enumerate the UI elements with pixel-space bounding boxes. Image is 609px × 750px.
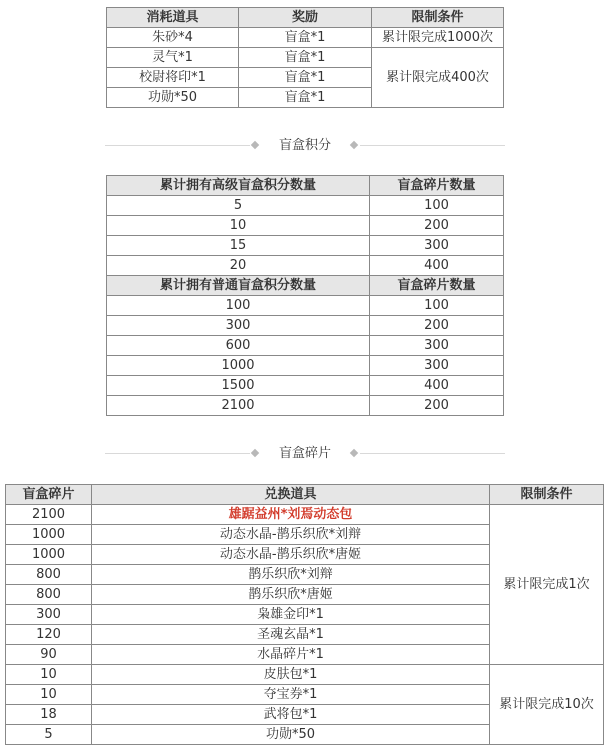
- cell-limit: 累计限完成1000次: [372, 28, 504, 48]
- table-row: [107, 316, 504, 336]
- cell-points: 15: [107, 236, 370, 256]
- cell-cost: 10: [6, 685, 92, 705]
- points-table: [106, 175, 504, 416]
- table-header-row: [107, 276, 504, 296]
- cell-item: 夺宝券*1: [92, 685, 490, 705]
- cell-points: 10: [107, 216, 370, 236]
- cell-item: 动态水晶-鹊乐织欣*刘辩: [92, 525, 490, 545]
- cell-cost: 10: [6, 665, 92, 685]
- column-header: 限制条件: [372, 8, 504, 28]
- cell-reward: 盲盒*1: [239, 68, 372, 88]
- cell-item: 枭雄金印*1: [92, 605, 490, 625]
- table-row: [6, 665, 604, 685]
- cell-reward: 盲盒*1: [239, 48, 372, 68]
- table-row: [107, 48, 504, 68]
- cell-item: 武将包*1: [92, 705, 490, 725]
- column-header: 兑换道具: [92, 485, 490, 505]
- divider-line: [105, 453, 250, 454]
- cell-item: 校尉将印*1: [107, 68, 239, 88]
- cell-points: 1500: [107, 376, 370, 396]
- column-header: 盲盒碎片: [6, 485, 92, 505]
- table-row: [107, 256, 504, 276]
- cell-item: 皮肤包*1: [92, 665, 490, 685]
- cell-item: 鹊乐织欣*唐姬: [92, 585, 490, 605]
- cell-points: 1000: [107, 356, 370, 376]
- table-row: [107, 376, 504, 396]
- cell-points: 2100: [107, 396, 370, 416]
- column-header: 奖励: [239, 8, 372, 28]
- column-header: 累计拥有普通盲盒积分数量: [107, 276, 370, 296]
- divider-line: [360, 453, 505, 454]
- cell-cost: 120: [6, 625, 92, 645]
- cell-cost: 18: [6, 705, 92, 725]
- cell-fragments: 300: [370, 236, 504, 256]
- cell-fragments: 300: [370, 356, 504, 376]
- column-header: 累计拥有高级盲盒积分数量: [107, 176, 370, 196]
- cell-cost: 1000: [6, 545, 92, 565]
- table-row: [107, 28, 504, 48]
- cell-fragments: 200: [370, 216, 504, 236]
- cell-item: 朱砂*4: [107, 28, 239, 48]
- divider-line: [360, 145, 505, 146]
- cell-fragments: 200: [370, 396, 504, 416]
- cell-fragments: 300: [370, 336, 504, 356]
- cell-cost: 800: [6, 565, 92, 585]
- cell-limit: 累计限完成400次: [372, 48, 504, 108]
- column-header: 盲盒碎片数量: [370, 176, 504, 196]
- section-title: 盲盒积分: [278, 138, 331, 153]
- fragments-table: [5, 484, 604, 745]
- cell-fragments: 400: [370, 256, 504, 276]
- table-row: [107, 236, 504, 256]
- divider-line: [105, 145, 250, 146]
- section-divider-points: [0, 136, 609, 156]
- cell-item: 功勋*50: [92, 725, 490, 745]
- cell-cost: 800: [6, 585, 92, 605]
- cell-points: 600: [107, 336, 370, 356]
- cell-limit: 累计限完成1次: [490, 505, 604, 665]
- cell-item: 动态水晶-鹊乐织欣*唐姬: [92, 545, 490, 565]
- cell-cost: 300: [6, 605, 92, 625]
- exchange-table: [106, 7, 504, 108]
- section-title: 盲盒碎片: [278, 446, 331, 461]
- cell-fragments: 100: [370, 296, 504, 316]
- cell-item: 功勋*50: [107, 88, 239, 108]
- cell-reward: 盲盒*1: [239, 28, 372, 48]
- cell-item: 灵气*1: [107, 48, 239, 68]
- cell-fragments: 400: [370, 376, 504, 396]
- column-header: 限制条件: [490, 485, 604, 505]
- cell-limit: 累计限完成10次: [490, 665, 604, 745]
- cell-points: 100: [107, 296, 370, 316]
- cell-cost: 2100: [6, 505, 92, 525]
- table-row: [107, 336, 504, 356]
- table-row: [107, 216, 504, 236]
- cell-cost: 90: [6, 645, 92, 665]
- cell-reward: 盲盒*1: [239, 88, 372, 108]
- table-row: [107, 356, 504, 376]
- table-header-row: [6, 485, 604, 505]
- cell-points: 20: [107, 256, 370, 276]
- section-divider-fragments: [0, 444, 609, 464]
- cell-cost: 5: [6, 725, 92, 745]
- table-header-row: [107, 176, 504, 196]
- table-row: [107, 396, 504, 416]
- cell-item: 水晶碎片*1: [92, 645, 490, 665]
- cell-fragments: 100: [370, 196, 504, 216]
- cell-item: 圣魂玄晶*1: [92, 625, 490, 645]
- cell-fragments: 200: [370, 316, 504, 336]
- cell-points: 300: [107, 316, 370, 336]
- table-row: [107, 196, 504, 216]
- table-row: [6, 505, 604, 525]
- column-header: 盲盒碎片数量: [370, 276, 504, 296]
- cell-cost: 1000: [6, 525, 92, 545]
- table-row: [107, 296, 504, 316]
- cell-item-highlight: 雄踞益州*刘焉动态包: [92, 505, 490, 525]
- column-header: 消耗道具: [107, 8, 239, 28]
- table-header-row: [107, 8, 504, 28]
- cell-item: 鹊乐织欣*刘辩: [92, 565, 490, 585]
- cell-points: 5: [107, 196, 370, 216]
